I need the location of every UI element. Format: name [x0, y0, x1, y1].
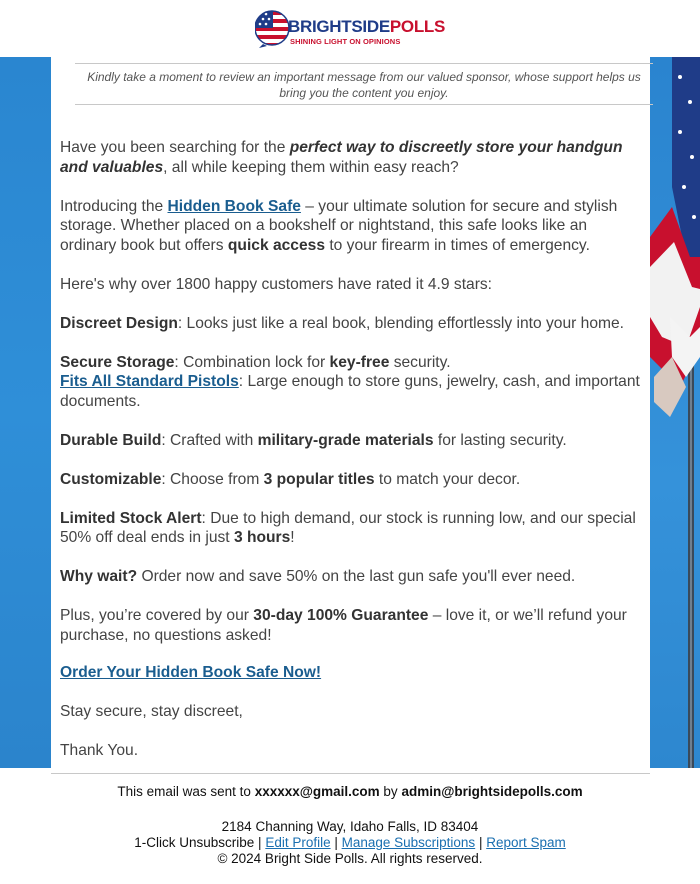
footer-links: 1-Click Unsubscribe | Edit Profile | Manage Subscriptions | Report Spam — [134, 835, 566, 850]
hidden-book-safe-link[interactable]: Hidden Book Safe — [167, 197, 301, 215]
divider-footer — [51, 773, 650, 774]
intro-product-paragraph: Introducing the Hidden Book Safe – your ultimate solution for secure and stylish storage. Whether placed on a bookshelf or nightstand, this safe looks like an ordinary book but offers quick access to your firearm in times of emergency. — [60, 197, 618, 254]
mailing-address: 2184 Channing Way, Idaho Falls, ID 83404 — [221, 819, 479, 834]
guarantee-paragraph: Plus, you’re covered by our 30-day 100% Guarantee – love it, or we’ll refund your purchase, no questions asked! — [60, 607, 627, 644]
email-content — [51, 57, 650, 768]
copyright-text: © 2024 Bright Side Polls. All rights reserved. — [217, 851, 483, 866]
sky-background-right — [650, 57, 700, 768]
ratings-paragraph: Here's why over 1800 happy customers have rated it 4.9 stars: — [60, 275, 493, 293]
order-now-link[interactable]: Order Your Hidden Book Safe Now! — [60, 664, 322, 681]
brand-name: BRIGHTSIDEPOLLS — [288, 17, 446, 36]
email-footer — [0, 784, 700, 867]
email-header — [0, 0, 700, 57]
feature-fits-pistols: Fits All Standard Pistols: Large enough to store guns, jewelry, cash, and important documents. — [60, 373, 640, 410]
thank-you-text: Thank You. — [60, 742, 139, 759]
report-spam-link[interactable]: Report Spam — [486, 835, 566, 850]
divider-sponsor — [75, 104, 653, 105]
fits-all-pistols-link[interactable]: Fits All Standard Pistols — [60, 373, 239, 390]
feature-customizable: Customizable: Choose from 3 popular titles to match your decor. — [60, 470, 521, 488]
why-wait-paragraph: Why wait? Order now and save 50% on the last gun safe you'll ever need. — [60, 568, 576, 585]
sender-email: admin@brightsidepolls.com — [401, 784, 583, 799]
feature-secure-storage: Secure Storage: Combination lock for key-free security. — [60, 353, 451, 371]
email-body — [60, 138, 645, 761]
american-flag-image — [650, 57, 700, 768]
cta-paragraph — [60, 663, 645, 683]
feature-limited-stock: Limited Stock Alert: Due to high demand, our stock is running low, and our special 50% off deal ends in just 3 hours! — [60, 509, 636, 546]
intro-paragraph: Have you been searching for the perfect way to discreetly store your handgun and valuables, all while keeping them within easy reach? — [60, 139, 623, 176]
divider-top — [75, 63, 653, 64]
edit-profile-link[interactable]: Edit Profile — [265, 835, 331, 850]
one-click-unsubscribe-text: 1-Click Unsubscribe — [134, 835, 255, 850]
signoff-text: Stay secure, stay discreet, — [60, 703, 243, 720]
manage-subscriptions-link[interactable]: Manage Subscriptions — [341, 835, 476, 850]
sky-background-left — [0, 57, 51, 768]
globe-flag-icon — [255, 8, 291, 48]
brand-tagline: SHINING LIGHT ON OPINIONS — [290, 37, 401, 46]
feature-discreet-design: Discreet Design: Looks just like a real book, blending effortlessly into your home. — [60, 314, 624, 332]
brightsidepolls-logo[interactable] — [255, 8, 450, 52]
feature-durable-build: Durable Build: Crafted with military-grade materials for lasting security. — [60, 431, 567, 449]
sent-to-line: This email was sent to xxxxxx@gmail.com by admin@brightsidepolls.com — [117, 784, 583, 799]
sponsor-notice: Kindly take a moment to review an important message from our valued sponsor, whose support helps us bring you the content you enjoy. — [87, 70, 641, 100]
recipient-email: xxxxxx@gmail.com — [254, 784, 380, 799]
